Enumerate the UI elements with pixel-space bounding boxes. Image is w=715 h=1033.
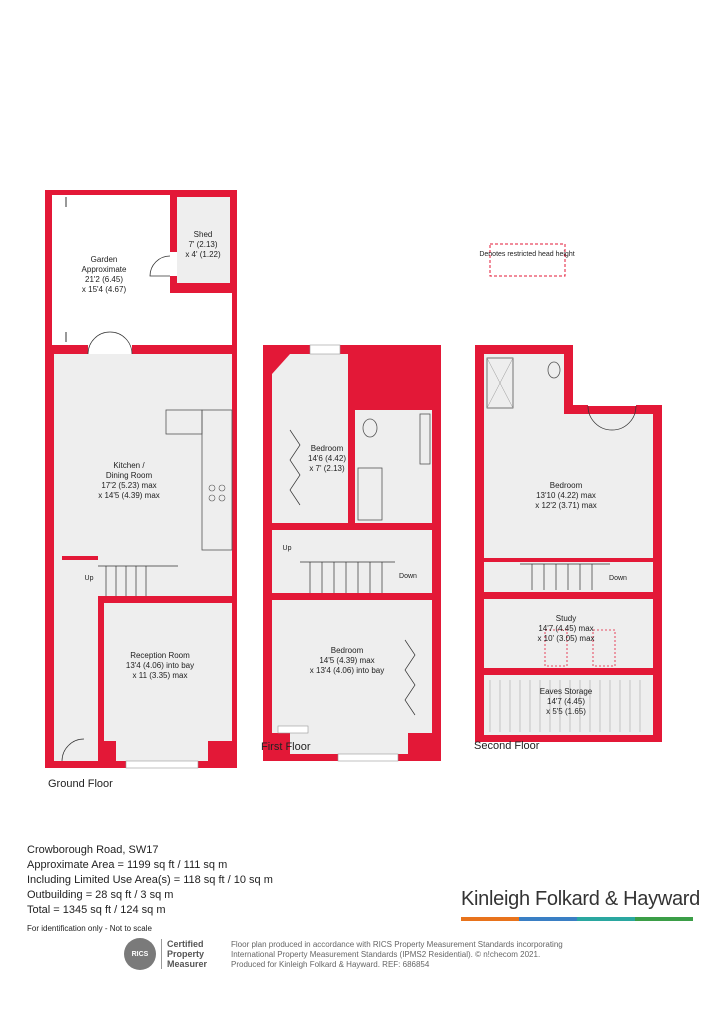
footer-line2: International Property Measurement Standards (IPMS2 Residential). © n!checom 2021. <box>231 950 541 959</box>
brand-bar-orange <box>461 917 519 921</box>
study-line2: x 10' (3.05) max <box>537 634 595 643</box>
address: Crowborough Road, SW17 <box>27 844 159 856</box>
study-name: Study <box>555 614 577 623</box>
restricted-legend-box <box>490 244 565 276</box>
ground-stairs <box>98 556 178 596</box>
second-bedroom-line2: x 12'2 (3.71) max <box>535 501 597 510</box>
first-bathroom <box>355 410 432 523</box>
first-bedroom-rear-line2: x 7' (2.13) <box>309 464 345 473</box>
second-shower-room <box>484 354 564 414</box>
first-stair-down: Down <box>399 573 417 580</box>
rics-divider <box>161 939 162 969</box>
first-bedroom-rear <box>272 354 348 523</box>
first-bedroom-front-name: Bedroom <box>330 646 364 655</box>
rics-line3: Measurer <box>167 959 208 969</box>
study-line1: 14'7 (4.45) max <box>538 624 594 633</box>
garden-line2: 21'2 (6.45) <box>85 275 123 284</box>
rics-seal-icon: RICS <box>124 938 156 970</box>
legend-restricted-label: Denotes restricted head height <box>479 251 575 258</box>
eaves-name: Eaves Storage <box>539 687 593 696</box>
kitchen-name2: Dining Room <box>105 471 153 480</box>
rics-text <box>167 939 207 969</box>
agency-name: Kinleigh Folkard & Hayward <box>461 888 700 910</box>
first-bedroom-rear-line1: 14'6 (4.42) <box>308 454 346 463</box>
footer-line3: Produced for Kinleigh Folkard & Hayward. REF: 686854 <box>231 960 430 969</box>
brand-bar-blue <box>519 917 577 921</box>
kitchen-dining-room <box>54 354 232 556</box>
brand-bar-green <box>635 917 693 921</box>
kitchen-name: Kitchen / <box>113 461 145 470</box>
garden-name: Garden <box>90 255 118 264</box>
second-stair-down: Down <box>609 575 627 582</box>
agency-brand <box>461 888 700 921</box>
brand-bar-teal <box>577 917 635 921</box>
brand-color-bar <box>461 917 693 921</box>
limited-use-area: Including Limited Use Area(s) = 118 sq ft / 10 sq m <box>27 874 273 886</box>
kitchen-line1: 17'2 (5.23) max <box>101 481 157 490</box>
rics-line2: Property <box>167 949 205 959</box>
second-floor-plan <box>475 345 662 742</box>
approx-area: Approximate Area = 1199 sq ft / 111 sq m <box>27 859 228 871</box>
reception-line2: x 11 (3.35) max <box>132 671 188 680</box>
ground-stair-up: Up <box>84 575 94 582</box>
disclaimer: For identification only - Not to scale <box>27 924 152 933</box>
property-info <box>27 843 273 936</box>
shed-line1: 7' (2.13) <box>188 240 218 249</box>
shed-line2: x 4' (1.22) <box>185 250 221 259</box>
garden-line3: x 15'4 (4.67) <box>81 285 127 294</box>
total-area: Total = 1345 sq ft / 124 sq m <box>27 904 166 916</box>
second-landing <box>484 562 653 592</box>
second-bedroom-name: Bedroom <box>549 481 583 490</box>
reception-name: Reception Room <box>130 651 190 660</box>
outbuilding-area: Outbuilding = 28 sq ft / 3 sq m <box>27 889 174 901</box>
rics-line1: Certified <box>167 939 204 949</box>
garden-line1: Approximate <box>81 265 127 274</box>
eaves-line1: 14'7 (4.45) <box>547 697 585 706</box>
shed-name: Shed <box>193 230 213 239</box>
rics-badge <box>124 937 224 971</box>
second-floor-label: Second Floor <box>474 740 540 752</box>
first-stair-up: Up <box>282 545 292 552</box>
first-bedroom-front-line2: x 13'4 (4.06) into bay <box>309 666 385 675</box>
first-floor-plan <box>263 345 441 761</box>
first-landing <box>272 530 432 593</box>
first-bedroom-rear-name: Bedroom <box>310 444 344 453</box>
footer-notes <box>231 940 701 970</box>
first-floor-label: First Floor <box>261 741 311 753</box>
hallway <box>54 556 98 761</box>
kitchen-line2: x 14'5 (4.39) max <box>98 491 160 500</box>
eaves-line2: x 5'5 (1.65) <box>546 707 586 716</box>
ground-floor-label: Ground Floor <box>48 778 113 790</box>
reception-line1: 13'4 (4.06) into bay <box>125 661 195 670</box>
first-bedroom-front-line1: 14'5 (4.39) max <box>319 656 375 665</box>
second-bedroom-line1: 13'10 (4.22) max <box>536 491 596 500</box>
footer-line1: Floor plan produced in accordance with RICS Property Measurement Standards incorporating <box>231 940 563 949</box>
